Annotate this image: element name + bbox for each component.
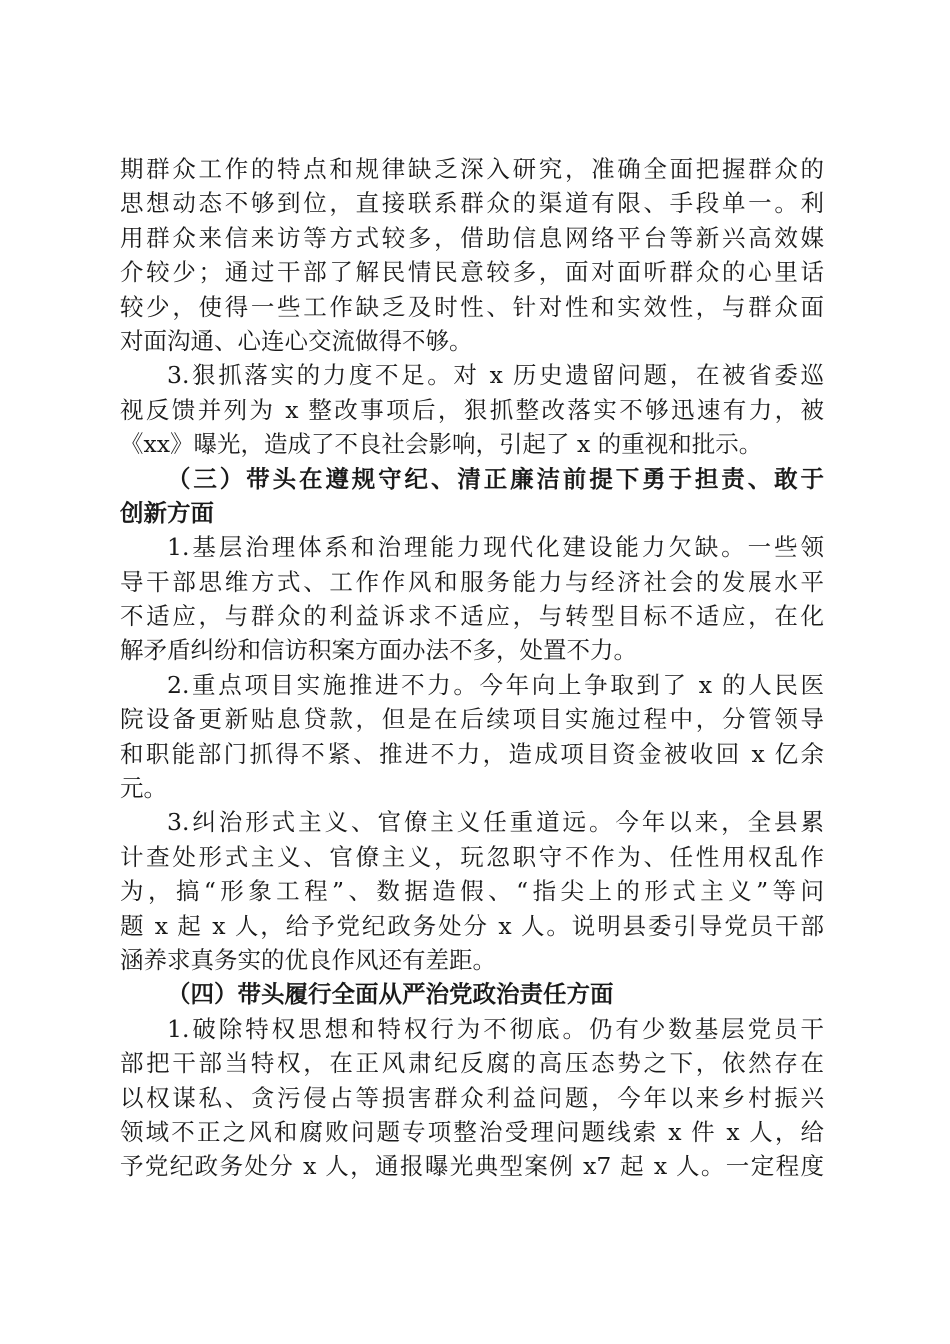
paragraph-line: 视反馈并列为 x 整改事项后，狠抓整改落实不够迅速有力，被 bbox=[120, 395, 824, 424]
paragraph-line: 领域不正之风和腐败问题专项整治受理问题线索 x 件 x 人，给 bbox=[120, 1117, 824, 1146]
paragraph-line: 部把干部当特权，在正风肃纪反腐的高压态势之下，依然存在 bbox=[120, 1049, 824, 1078]
paragraph-line: 1.基层治理体系和治理能力现代化建设能力欠缺。一些领 bbox=[167, 533, 824, 562]
paragraph-line: 2.重点项目实施推进不力。今年向上争取到了 x 的人民医 bbox=[167, 670, 824, 699]
paragraph-line: 3.纠治形式主义、官僚主义任重道远。今年以来，全县累 bbox=[167, 808, 824, 837]
paragraph-line: 予党纪政务处分 x 人，通报曝光典型案例 x7 起 x 人。一定程度 bbox=[120, 1152, 824, 1181]
paragraph-line: 解矛盾纠纷和信访积案方面办法不多，处置不力。 bbox=[120, 636, 637, 665]
paragraph-line: 题 x 起 x 人，给予党纪政务处分 x 人。说明县委引导党员干部 bbox=[120, 911, 824, 940]
paragraph-line: 计查处形式主义、官僚主义，玩忽职守不作为、任性用权乱作 bbox=[120, 842, 824, 871]
paragraph-line: 涵养求真务实的优良作风还有差距。 bbox=[120, 945, 496, 974]
paragraph-line: 以权谋私、贪污侵占等损害群众利益问题，今年以来乡村振兴 bbox=[120, 1083, 824, 1112]
paragraph-line: 思想动态不够到位，直接联系群众的渠道有限、手段单一。利 bbox=[120, 189, 824, 218]
section-heading-line: （四）带头履行全面从严治党政治责任方面 bbox=[167, 980, 614, 1009]
paragraph-line: 元。 bbox=[120, 774, 167, 803]
paragraph-line: 期群众工作的特点和规律缺乏深入研究，准确全面把握群众的 bbox=[120, 155, 824, 183]
paragraph-line: 院设备更新贴息贷款，但是在后续项目实施过程中，分管领导 bbox=[120, 705, 824, 734]
paragraph-line: 不适应，与群众的利益诉求不适应，与转型目标不适应，在化 bbox=[120, 602, 824, 631]
paragraph-line: 介较少；通过干部了解民情民意较多，面对面听群众的心里话 bbox=[120, 258, 824, 287]
paragraph-line: 对面沟通、心连心交流做得不够。 bbox=[120, 326, 473, 355]
paragraph-line: 和职能部门抓得不紧、推进不力，造成项目资金被收回 x 亿余 bbox=[120, 739, 824, 768]
paragraph-line: 1.破除特权思想和特权行为不彻底。仍有少数基层党员干 bbox=[167, 1014, 824, 1043]
paragraph-line: 3.狠抓落实的力度不足。对 x 历史遗留问题，在被省委巡 bbox=[167, 361, 824, 390]
paragraph-line: 较少，使得一些工作缺乏及时性、针对性和实效性，与群众面 bbox=[120, 292, 824, 321]
paragraph-line: 用群众来信来访等方式较多，借助信息网络平台等新兴高效媒 bbox=[120, 223, 824, 252]
paragraph-line: 导干部思维方式、工作作风和服务能力与经济社会的发展水平 bbox=[120, 567, 824, 596]
paragraph-line: 《xx》曝光，造成了不良社会影响，引起了 x 的重视和批示。 bbox=[120, 430, 763, 459]
paragraph-line: 为，搞“形象工程”、数据造假、“指尖上的形式主义”等问 bbox=[120, 877, 824, 906]
section-heading-line: （三）带头在遵规守纪、清正廉洁前提下勇于担责、敢于 bbox=[167, 464, 824, 493]
section-heading-line: 创新方面 bbox=[120, 498, 214, 527]
document-page bbox=[120, 152, 824, 1184]
